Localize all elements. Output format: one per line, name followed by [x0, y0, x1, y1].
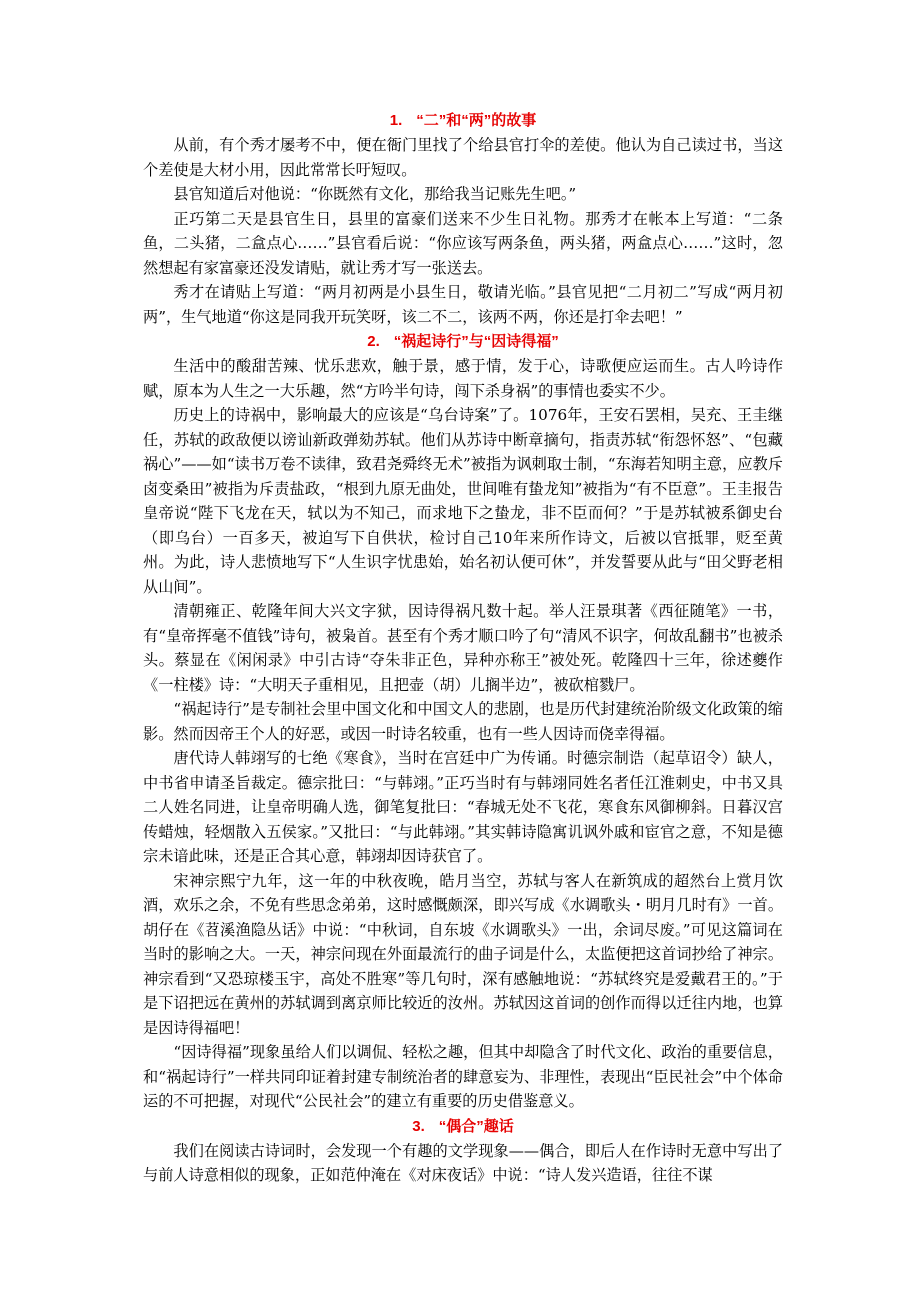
section-title: “偶合”趣话 — [438, 1117, 514, 1135]
section-2 — [143, 329, 783, 1114]
section-3 — [143, 1114, 783, 1188]
section-number: 3. — [412, 1117, 425, 1135]
section-title: “二”和“两”的故事 — [416, 112, 537, 129]
paragraph: 秀才在请贴上写道：“两月初两是小县生日，敬请光临。”县官见把“二月初二”写成“两月初两”，生气地道“你这是同我开玩笑呀，该二不二，该两不两，你还是打伞去吧！” — [143, 283, 783, 326]
section-number: 2. — [367, 333, 380, 350]
paragraph: 从前，有个秀才屡考不中，便在衙门里找了个给县官打伞的差使。他认为自己读过书，当这个差使是大材小用，因此常常长吁短叹。 — [143, 136, 783, 179]
section-heading — [143, 329, 783, 354]
document-page — [143, 108, 783, 1188]
section-heading — [143, 1114, 783, 1139]
paragraph: 县官知道后对他说：“你既然有文化，那给我当记账先生吧。” — [173, 185, 577, 203]
paragraph: 清朝雍正、乾隆年间大兴文字狱，因诗得祸凡数十起。举人汪景琪著《西征随笔》一书，有“皇帝挥毫不值钱”诗句，被枭首。甚至有个秀才顺口吟了句“清风不识字，何故乱翻书”也被杀头。蔡显在《闲闲录》中引古诗“夺朱非正色，异种亦称王”被处死。乾隆四十三年，徐述夔作《一柱楼》诗：“大明天子重相见，且把壶（胡）儿搁半边”，被砍棺戮尸。 — [143, 602, 783, 694]
paragraph: 宋神宗熙宁九年，这一年的中秋夜晚，皓月当空，苏轼与客人在新筑成的超然台上赏月饮酒，欢乐之余，不免有些思念弟弟，这时感慨颇深，即兴写成《水调歌头・明月几时有》一首。胡仔在《苕溪渔隐丛话》中说：“中秋词，自东坡《水调歌头》一出，余词尽废。”可见这篇词在当时的影响之大。一天，神宗问现在外面最流行的曲子词是什么，太监便把这首词抄给了神宗。神宗看到“又恐琼楼玉宇，高处不胜寒”等几句时，深有感触地说：“苏轼终究是爱戴君王的。”于是下诏把远在黄州的苏轼调到离京师比较近的汝州。苏轼因这首词的创作而得以迁往内地，也算是因诗得福吧！ — [143, 871, 783, 1037]
paragraph: 生活中的酸甜苦辣、忧乐悲欢，触于景，感于情，发于心，诗歌便应运而生。古人吟诗作赋，原本为人生之一大乐趣，然“方吟半句诗，闯下杀身祸”的事情也委实不少。 — [143, 357, 783, 400]
section-heading — [143, 108, 783, 133]
section-number: 1. — [389, 112, 403, 129]
paragraph: 正巧第二天是县官生日，县里的富豪们送来不少生日礼物。那秀才在帐本上写道：“二条鱼，二头猪，二盒点心……”县官看后说：“你应该写两条鱼，两头猪，两盒点心……”这时，忽然想起有家富豪还没发请贴，就让秀才写一张送去。 — [143, 209, 783, 277]
paragraph: “因诗得福”现象虽给人们以调侃、轻松之趣，但其中却隐含了时代文化、政治的重要信息，和“祸起诗行”一样共同印证着封建专制统治者的肆意妄为、非理性，表现出“臣民社会”中个体命运的不可把握，对现代“公民社会”的建立有重要的历史借鉴意义。 — [143, 1043, 783, 1110]
paragraph: 我们在阅读古诗词时，会发现一个有趣的文学现象——偶合，即后人在作诗时无意中写出了与前人诗意相似的现象，正如范仲淹在《对床夜话》中说：“诗人发兴造语，往往不谋 — [143, 1141, 783, 1184]
paragraph: “祸起诗行”是专制社会里中国文化和中国文人的悲剧，也是历代封建统治阶级文化政策的缩影。然而因帝王个人的好恶，或因一时诗名较重，也有一些人因诗而侥幸得福。 — [143, 700, 783, 743]
paragraph: 历史上的诗祸中，影响最大的应该是“乌台诗案”了。1076年，王安石罢相，吴充、王圭继任，苏轼的政敌便以谤讪新政弹劾苏轼。他们从苏诗中断章摘句，指责苏轼“衔怨怀怒”、“包藏祸心”——如“读书万卷不读律，致君尧舜终无术”被指为讽刺取士制，“东海若知明主意，应教斥卤变桑田”被指为斥责盐政，“根到九原无曲处，世间唯有蛰龙知”被指为“有不臣意”。王圭报告皇帝说“陛下飞龙在天，轼以为不知己，而求地下之蛰龙，非不臣而何？”于是苏轼被系御史台（即乌台）一百多天，被迫写下自供状，检讨自己10年来所作诗文，后被以官抵罪，贬至黄州。为此，诗人悲愤地写下“人生识字忧患始，始名初认便可休”，并发誓要从此与“田父野老相从山间”。 — [143, 406, 783, 596]
section-1 — [143, 108, 783, 329]
paragraph: 唐代诗人韩翊写的七绝《寒食》，当时在宫廷中广为传诵。时德宗制诰（起草诏令）缺人，中书省申请圣旨裁定。德宗批曰：“与韩翊。”正巧当时有与韩翊同姓名者任江淮刺史，中书又具二人姓名同进，让皇帝明确人选，御笔复批曰：“春城无处不飞花，寒食东风御柳斜。日暮汉宫传蜡烛，轻烟散入五侯家。”又批曰：“与此韩翊。”其实韩诗隐寓讥讽外戚和宦官之意，不知是德宗未谙此味，还是正合其心意，韩翊却因诗获官了。 — [143, 749, 783, 865]
section-title: “祸起诗行”与“因诗得福” — [393, 333, 559, 350]
